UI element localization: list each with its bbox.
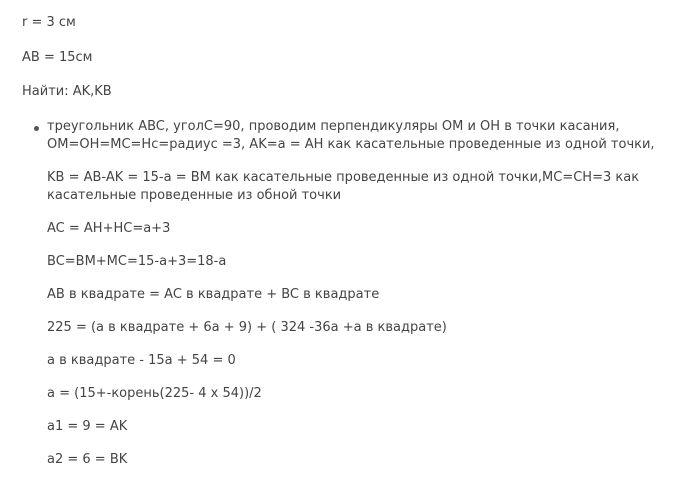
list-item: [22, 118, 672, 469]
solution-line-2: KB = AB-AK = 15-a = BM как касательные проведенные из одной точки,MC=CH=3 как касательные проведенные из обной точки: [47, 170, 640, 203]
solution-line-1: треугольник ABC, уголC=90, проводим перпендикуляры ОМ и ОН в точки касания, ОМ=ОН=МС=Нс=радиус =3, AK=a = AH как касательные проведенные из одной точки,: [47, 119, 655, 152]
solution-line-4: BC=BM+MC=15-a+3=18-a: [47, 254, 227, 269]
bullet-icon: [34, 126, 39, 131]
solution-list: [22, 118, 672, 469]
solution-line-10: a2 = 6 = BK: [47, 452, 128, 467]
solution-line-5: AB в квадрате = AC в квадрате + BC в квадрате: [47, 287, 380, 302]
solution-line-9: a1 = 9 = AK: [47, 419, 128, 434]
solution-line-6: 225 = (a в квадрате + 6a + 9) + ( 324 -36a +a в квадрате): [47, 320, 447, 335]
solution-line-8: a = (15+-корень(225- 4 х 54))/2: [47, 386, 262, 401]
given-ab: AB = 15см: [22, 50, 93, 65]
given-radius: r = 3 см: [22, 15, 76, 30]
solution-line-7: a в квадрате - 15a + 54 = 0: [47, 353, 236, 368]
solution-line-3: AC = AH+HC=a+3: [47, 221, 171, 236]
find-statement: Найти: AK,KB: [22, 84, 112, 99]
